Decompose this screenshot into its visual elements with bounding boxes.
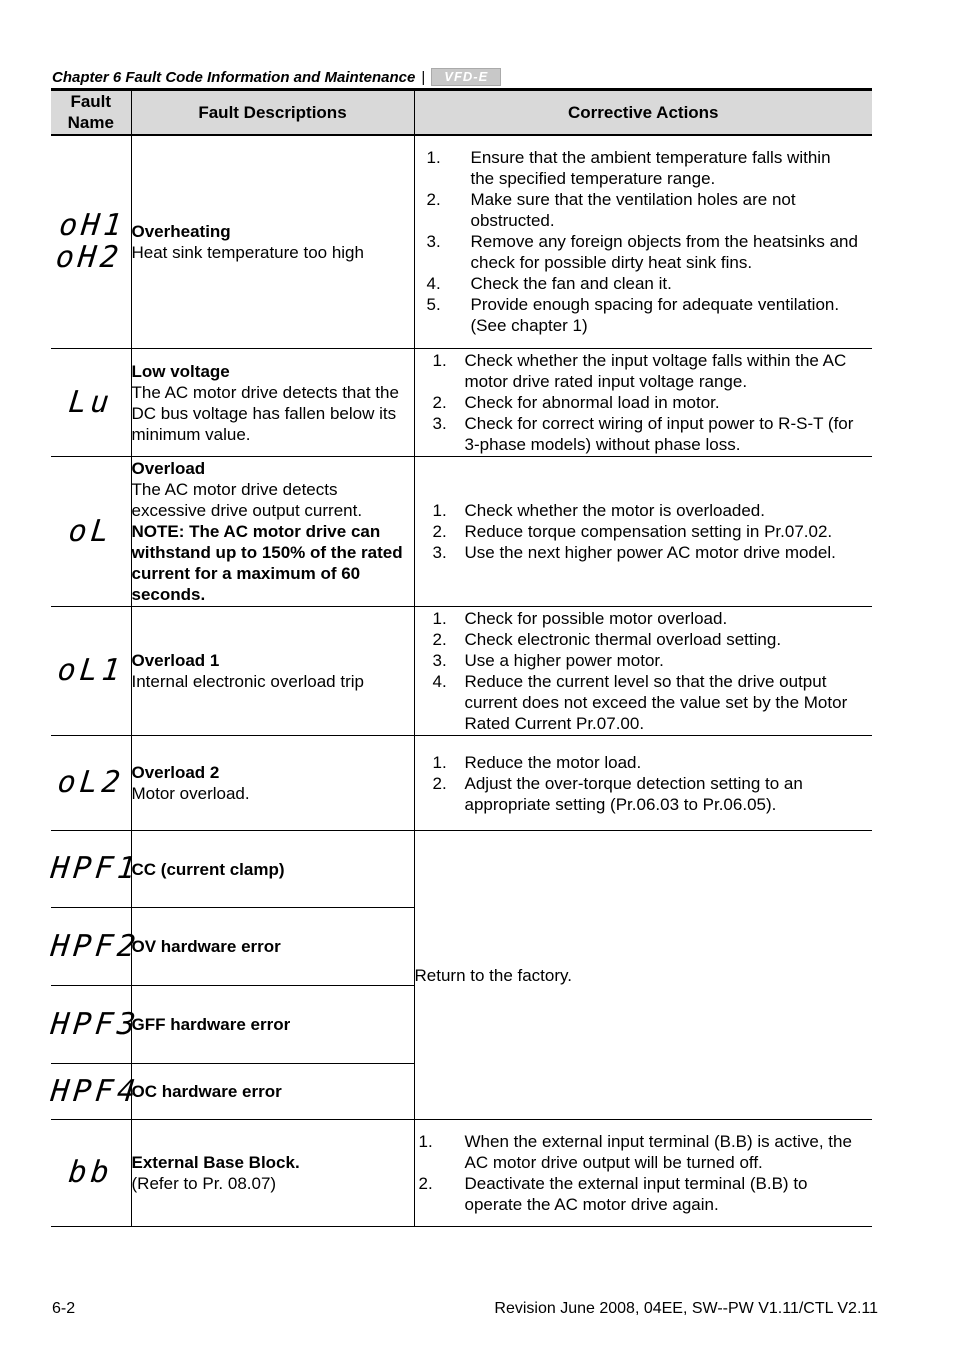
corrective-actions-cell [414,135,872,349]
list-item: 1. When the external input terminal (B.B) is active, the AC motor drive output will be turned off. [418,1132,852,1172]
corrective-actions-cell [414,607,872,736]
fault-title: OV hardware error [131,937,281,956]
fault-description-cell [131,457,414,607]
list-item: 2. Check electronic thermal overload setting. [432,630,782,649]
action-list [415,350,873,455]
page-header [52,66,501,88]
list-item: 4. Check the fan and clean it. [426,274,672,294]
fault-title: GFF hardware error [131,1015,291,1034]
list-item: 3. Remove any foreign objects from the heatsinks and check for possible dirty heat sink fins. [426,232,858,273]
lcd-code: oH1 oH2 [54,207,128,275]
table-row [51,831,872,908]
fault-title: Low voltage [131,361,230,381]
fault-description-cell [131,986,414,1064]
fault-body: The AC motor drive detects excessive drive output current. [131,480,363,520]
fault-description-cell [131,135,414,349]
action-list [415,500,873,563]
fault-body: Internal electronic overload trip [131,672,364,691]
fault-title: Overload 1 [131,651,220,670]
fault-code-cell [51,135,131,349]
fault-code-cell [49,908,142,986]
fault-description-cell [131,1120,414,1227]
list-item: 2. Make sure that the ventilation holes are not obstructed. [426,190,796,231]
fault-description-cell [131,607,414,736]
action-list [415,752,873,815]
list-item: 1. Ensure that the ambient temperature falls within the specified temperature range. [426,148,831,189]
column-header-fault-name: Fault Name [51,90,131,135]
fault-body: The AC motor drive detects that the DC bus voltage has fallen below its minimum value. [131,382,399,444]
fault-code-table [51,88,872,1227]
fault-title: Overheating [131,221,231,241]
list-item: 3. Use a higher power motor. [432,651,664,670]
list-item: 1. Check for possible motor overload. [432,609,728,628]
action-list [415,1131,873,1215]
action-list [415,608,873,734]
list-item: 1. Check whether the input voltage falls within the AC motor drive rated input voltage range. [432,351,847,391]
list-item: 5. Provide enough spacing for adequate ventilation. (See chapter 1) [426,295,840,336]
header-separator: | [421,68,426,86]
list-item: 3. Check for correct wiring of input power to R-S-T (for 3-phase models) without phase loss. [432,414,854,454]
list-item: 1. Check whether the motor is overloaded. [432,501,765,520]
table-row [51,1120,872,1227]
corrective-actions-cell [414,1120,872,1227]
fault-title: Overload [131,459,206,478]
fault-code-cell [49,831,142,908]
fault-code-cell [49,1064,142,1120]
lcd-code: oL1 [55,653,126,688]
hpf-corrective-action-cell [414,831,872,1120]
fault-body: Heat sink temperature too high [131,242,364,262]
corrective-actions-cell [414,349,872,457]
fault-description-cell [131,349,414,457]
lcd-code: oL2 [55,765,126,800]
fault-code-cell [51,1120,131,1227]
fault-title: Overload 2 [131,763,220,782]
table-row [51,349,872,457]
vfd-e-logo: VFD-E [431,68,501,86]
fault-code-cell [51,607,131,736]
revision-info: Revision June 2008, 04EE, SW--PW V1.11/CTL V2.11 [494,1300,878,1317]
fault-description-cell [131,1064,414,1120]
lcd-code: HPF2 [49,928,142,964]
lcd-code: HPF4 [49,1073,142,1109]
fault-code-cell [51,457,131,607]
hpf-action-text: Return to the factory. [414,965,572,985]
lcd-code: oL [66,513,115,549]
fault-note: NOTE: The AC motor drive can withstand up to 150% of the rated current for a maximum of 60 seconds. [131,522,403,604]
table-header-row [51,90,872,135]
table-row [51,135,872,349]
corrective-actions-cell [414,736,872,831]
column-header-fault-descriptions: Fault Descriptions [131,90,414,135]
table-row [51,736,872,831]
list-item: 2. Check for abnormal load in motor. [432,393,720,412]
fault-description-cell [131,831,414,908]
fault-title: OC hardware error [131,1082,282,1101]
fault-title: CC (current clamp) [131,859,285,879]
fault-code-cell [51,349,131,457]
fault-description-cell [131,736,414,831]
lcd-code: HPF1 [49,851,142,886]
lcd-code: Lu [66,384,115,420]
list-item: 1. Reduce the motor load. [432,752,642,772]
lcd-code: HPF3 [49,1006,142,1042]
list-item: 4. Reduce the current level so that the drive output current does not exceed the value set by the Motor Rated Current Pr.07.00. [432,672,848,733]
column-header-corrective-actions: Corrective Actions [414,90,872,135]
corrective-actions-cell [414,457,872,607]
fault-title: External Base Block. [131,1153,300,1172]
list-item: 2. Adjust the over-torque detection setting to an appropriate setting (Pr.06.03 to Pr.06.05). [432,773,803,814]
table-row [51,607,872,736]
table-row [51,457,872,607]
chapter-title: Chapter 6 Fault Code Information and Maintenance [52,68,416,86]
page-number: 6-2 [52,1300,76,1317]
fault-description-cell [131,908,414,986]
list-item: 3. Use the next higher power AC motor drive model. [432,543,836,562]
fault-body: (Refer to Pr. 08.07) [131,1174,277,1193]
fault-code-cell [49,986,142,1064]
fault-code-cell [51,736,131,831]
list-item: 2. Deactivate the external input terminal (B.B) to operate the AC motor drive again. [418,1174,808,1214]
action-list [415,147,873,336]
lcd-code: bb [66,1155,115,1190]
list-item: 2. Reduce torque compensation setting in Pr.07.02. [432,522,833,541]
fault-body: Motor overload. [131,784,250,803]
